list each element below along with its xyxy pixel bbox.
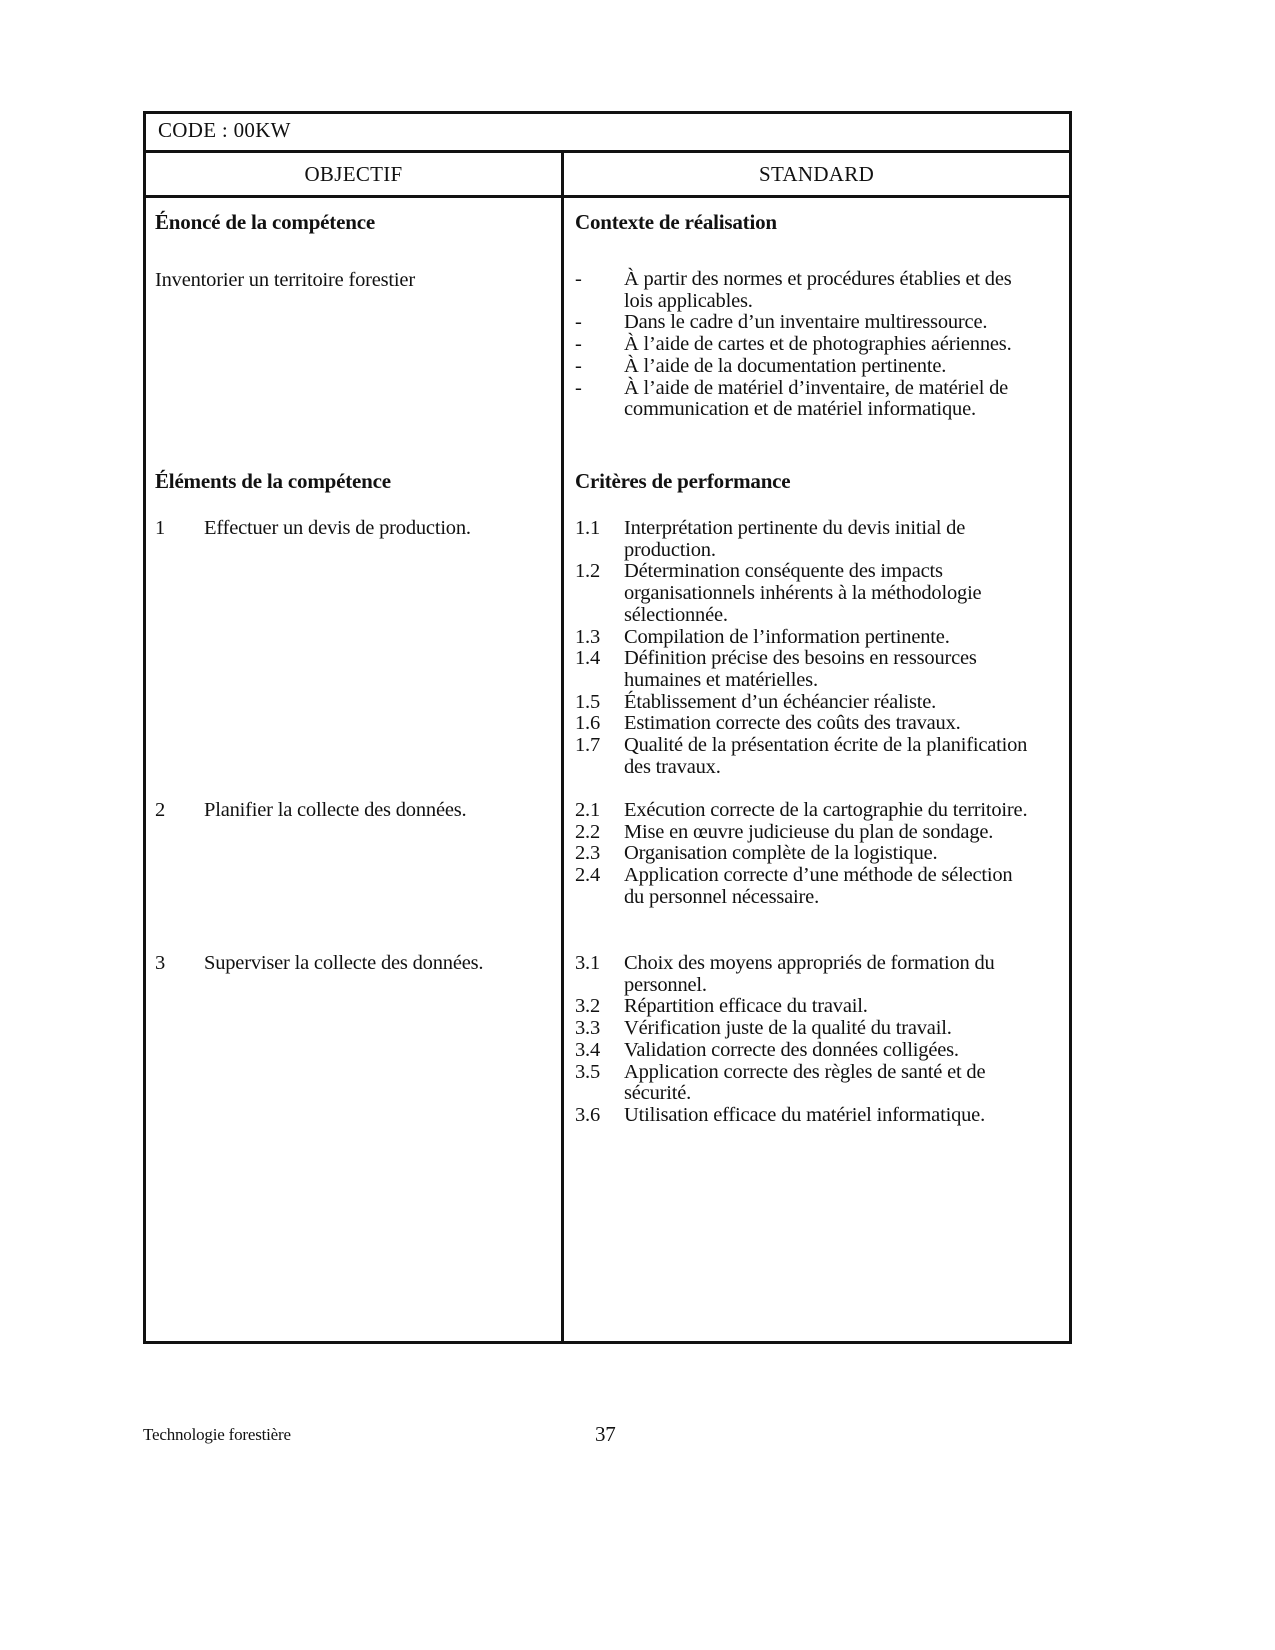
list-item bbox=[575, 378, 1035, 421]
item-number: 1.4 bbox=[575, 647, 601, 670]
competency-table bbox=[143, 111, 1072, 1344]
list-item bbox=[575, 1062, 1035, 1105]
list-item bbox=[575, 713, 1035, 735]
item-number: - bbox=[575, 376, 582, 399]
element-num: 2 bbox=[155, 799, 166, 821]
item-text: Détermination conséquente des impacts organisationnels inhérents à la méthodologie sélectionnée. bbox=[624, 560, 982, 626]
item-text: Estimation correcte des coûts des travaux. bbox=[624, 712, 961, 735]
item-text: Dans le cadre d’un inventaire multiressource. bbox=[624, 311, 988, 334]
criteres-title: Critères de performance bbox=[575, 469, 791, 493]
item-text: Vérification juste de la qualité du travail. bbox=[624, 1017, 952, 1040]
code-label: CODE : 00KW bbox=[158, 118, 291, 142]
item-number: 1.2 bbox=[575, 560, 601, 583]
element-3 bbox=[155, 953, 555, 975]
header-objectif: OBJECTIF bbox=[146, 153, 561, 198]
list-item bbox=[575, 735, 1035, 778]
item-text: Mise en œuvre judicieuse du plan de sondage. bbox=[624, 820, 994, 843]
list-item bbox=[575, 356, 1035, 378]
item-number: 3.2 bbox=[575, 995, 601, 1018]
item-text: À partir des normes et procédures établies et des lois applicables. bbox=[624, 268, 1012, 312]
item-number: 2.3 bbox=[575, 842, 601, 865]
item-number: 3.5 bbox=[575, 1060, 601, 1083]
item-text: Interprétation pertinente du devis initial de production. bbox=[624, 517, 966, 561]
item-number: 3.1 bbox=[575, 952, 601, 974]
element-1 bbox=[155, 518, 555, 540]
element-2 bbox=[155, 800, 555, 822]
item-number: 3.3 bbox=[575, 1017, 601, 1040]
item-text: Organisation complète de la logistique. bbox=[624, 842, 938, 865]
item-text: Exécution correcte de la cartographie du territoire. bbox=[624, 799, 1028, 821]
list-item bbox=[575, 312, 1035, 334]
column-divider bbox=[561, 153, 564, 1341]
contexte-title: Contexte de réalisation bbox=[575, 210, 777, 234]
list-item bbox=[575, 1040, 1035, 1062]
list-item bbox=[575, 996, 1035, 1018]
element-text: Effectuer un devis de production. bbox=[204, 517, 471, 539]
item-number: 1.1 bbox=[575, 517, 601, 539]
list-item bbox=[575, 627, 1035, 649]
elements-title: Éléments de la compétence bbox=[155, 469, 391, 493]
item-number: 1.6 bbox=[575, 712, 601, 735]
list-item bbox=[575, 1018, 1035, 1040]
item-text: Qualité de la présentation écrite de la planification des travaux. bbox=[624, 734, 1028, 778]
item-number: 2.1 bbox=[575, 799, 601, 821]
list-item bbox=[575, 648, 1035, 691]
item-text: Compilation de l’information pertinente. bbox=[624, 625, 950, 648]
item-text: Application correcte des règles de santé et de sécurité. bbox=[624, 1060, 986, 1105]
page-number: 37 bbox=[595, 1422, 616, 1446]
item-number: 2.4 bbox=[575, 864, 601, 887]
item-number: - bbox=[575, 333, 582, 356]
item-number: 1.3 bbox=[575, 625, 601, 648]
header-standard: STANDARD bbox=[564, 153, 1069, 198]
item-number: - bbox=[575, 311, 582, 334]
item-text: Choix des moyens appropriés de formation du personnel. bbox=[624, 952, 995, 996]
list-item bbox=[575, 518, 1035, 561]
list-item bbox=[575, 865, 1035, 908]
list-item bbox=[575, 822, 1035, 844]
list-item bbox=[575, 953, 1035, 996]
item-number: 1.5 bbox=[575, 690, 601, 713]
item-text: À l’aide de matériel d’inventaire, de matériel de communication et de matériel informatique. bbox=[624, 376, 1009, 421]
criteres-list-2 bbox=[575, 800, 1035, 909]
enonce-title: Énoncé de la compétence bbox=[155, 210, 375, 234]
list-item bbox=[575, 269, 1035, 312]
enonce-text: Inventorier un territoire forestier bbox=[155, 269, 415, 291]
contexte-list bbox=[575, 269, 1035, 421]
item-text: Répartition efficace du travail. bbox=[624, 995, 868, 1018]
list-item bbox=[575, 561, 1035, 626]
item-text: Application correcte d’une méthode de sélection du personnel nécessaire. bbox=[624, 864, 1013, 908]
item-text: Établissement d’un échéancier réaliste. bbox=[624, 690, 937, 713]
list-item bbox=[575, 800, 1035, 822]
list-item bbox=[575, 334, 1035, 356]
footer-title: Technologie forestière bbox=[143, 1425, 291, 1444]
element-text: Planifier la collecte des données. bbox=[204, 799, 467, 821]
item-text: Utilisation efficace du matériel informatique. bbox=[624, 1103, 985, 1126]
code-row bbox=[146, 114, 1069, 153]
item-text: Définition précise des besoins en ressources humaines et matérielles. bbox=[624, 647, 977, 691]
criteres-list-1 bbox=[575, 518, 1035, 778]
list-item bbox=[575, 1105, 1035, 1127]
item-text: Validation correcte des données colligées. bbox=[624, 1038, 959, 1061]
item-number: - bbox=[575, 354, 582, 377]
element-num: 1 bbox=[155, 517, 166, 539]
item-number: 3.4 bbox=[575, 1038, 601, 1061]
list-item bbox=[575, 843, 1035, 865]
item-text: À l’aide de la documentation pertinente. bbox=[624, 354, 947, 377]
item-number: 3.6 bbox=[575, 1103, 601, 1126]
criteres-list-3 bbox=[575, 953, 1035, 1127]
list-item bbox=[575, 692, 1035, 714]
item-text: À l’aide de cartes et de photographies aériennes. bbox=[624, 333, 1012, 356]
element-num: 3 bbox=[155, 952, 166, 974]
element-text: Superviser la collecte des données. bbox=[204, 952, 484, 974]
item-number: 2.2 bbox=[575, 820, 601, 843]
item-number: - bbox=[575, 268, 582, 290]
item-number: 1.7 bbox=[575, 734, 601, 757]
